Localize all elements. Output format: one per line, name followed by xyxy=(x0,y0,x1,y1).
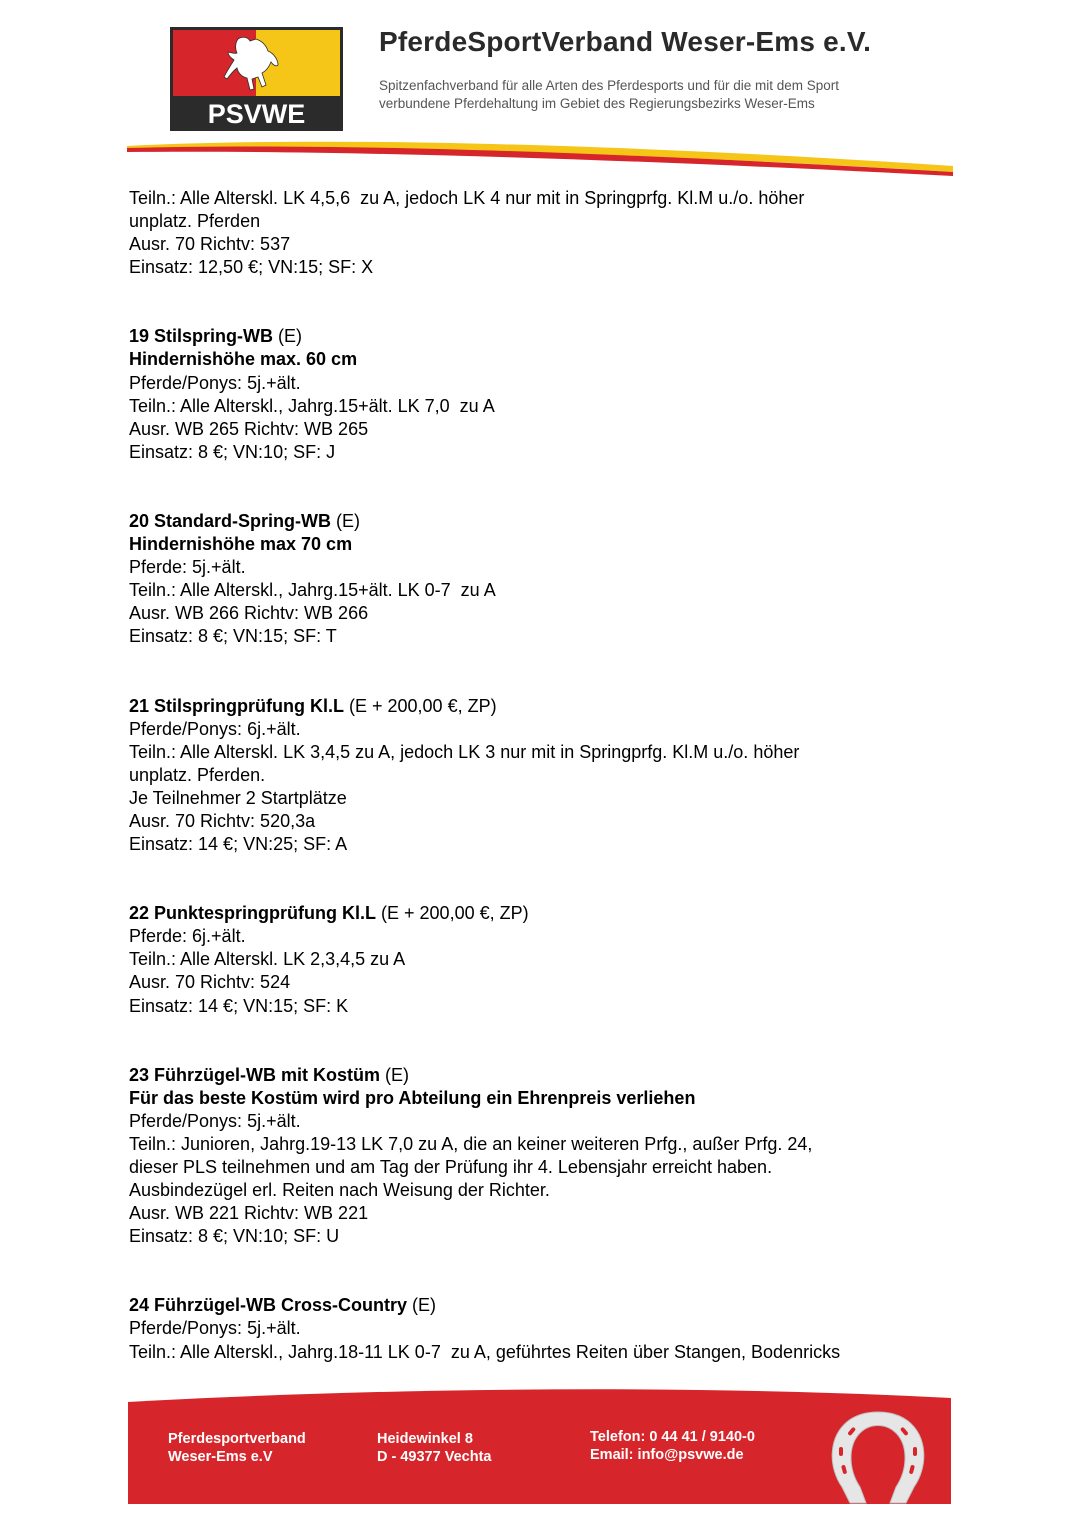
text-line: Ausbindezügel erl. Reiten nach Weisung der Richter. xyxy=(129,1180,550,1201)
text-line: Teiln.: Alle Alterskl. LK 2,3,4,5 zu A xyxy=(129,949,406,970)
text-line: Pferde/Ponys: 6j.+ält. xyxy=(129,718,301,739)
competition-title: 21 Stilspringprüfung Kl.L xyxy=(129,695,344,716)
text-line: Je Teilnehmer 2 Startplätze xyxy=(129,787,347,808)
text-line: unplatz. Pferden. xyxy=(129,764,266,785)
text-line: Pferde/Ponys: 5j.+ält. xyxy=(129,1110,301,1131)
org-title: PferdeSportVerband Weser-Ems e.V. xyxy=(379,26,872,57)
text-line: Ausr. WB 266 Richtv: WB 266 xyxy=(129,603,369,624)
competition-suffix: (E + 200,00 €, ZP) xyxy=(344,695,497,716)
competition-suffix: (E) xyxy=(380,1064,409,1085)
text-line: Teiln.: Alle Alterskl. LK 4,5,6 zu A, jedoch LK 4 nur mit in Springprfg. Kl.M u./o. höher xyxy=(129,188,805,208)
footer-address-line: Heidewinkel 8 xyxy=(377,1431,473,1447)
org-subtitle-line: Spitzenfachverband für alle Arten des Pferdesports und für die mit dem Sport xyxy=(379,78,840,93)
competition-title: 20 Standard-Spring-WB xyxy=(129,510,332,531)
competition-23 xyxy=(129,1064,949,1249)
footer-address xyxy=(377,1430,491,1466)
header-swoosh xyxy=(125,136,955,178)
text-line: Ausr. WB 221 Richtv: WB 221 xyxy=(129,1203,369,1224)
competition-subtitle: Hindernishöhe max 70 cm xyxy=(129,534,353,555)
competition-suffix: (E) xyxy=(331,510,361,531)
text-line: Teiln.: Junioren, Jahrg.19-13 LK 7,0 zu A, die an keiner weiteren Prfg., außer Prfg. 24, xyxy=(129,1133,813,1154)
text-line: unplatz. Pferden xyxy=(129,211,261,232)
text-line: Teiln.: Alle Alterskl. LK 3,4,5 zu A, jedoch LK 3 nur mit in Springprfg. Kl.M u./o. höher xyxy=(129,741,800,762)
org-subtitle-line: verbundene Pferdehaltung im Gebiet des Regierungsbezirks Weser-Ems xyxy=(379,96,815,111)
competition-suffix: (E + 200,00 €, ZP) xyxy=(376,903,529,924)
competition-21 xyxy=(129,695,949,857)
competition-subtitle: Für das beste Kostüm wird pro Abteilung ein Ehrenpreis verliehen xyxy=(129,1087,696,1108)
text-line: Einsatz: 8 €; VN:10; SF: J xyxy=(129,441,336,462)
logo-text: PSVWE xyxy=(207,99,306,129)
text-line: Pferde: 6j.+ält. xyxy=(129,926,246,947)
competition-heading xyxy=(129,1064,949,1087)
competition-suffix: (E) xyxy=(273,326,303,347)
competition-suffix: (E) xyxy=(407,1295,437,1316)
psvwe-logo xyxy=(170,27,343,131)
competition-title: 19 Stilspring-WB xyxy=(129,326,274,347)
competition-22 xyxy=(129,902,949,1017)
footer-address-line: D - 49377 Vechta xyxy=(377,1449,492,1465)
footer-email: Email: info@psvwe.de xyxy=(590,1447,744,1463)
text-line: Pferde/Ponys: 5j.+ält. xyxy=(129,372,301,393)
text-line: Ausr. 70 Richtv: 520,3a xyxy=(129,810,316,831)
text-line: Einsatz: 12,50 €; VN:15; SF: X xyxy=(129,257,374,278)
text-line: Einsatz: 14 €; VN:15; SF: K xyxy=(129,995,349,1016)
text-line: Teiln.: Alle Alterskl., Jahrg.15+ält. LK 7,0 zu A xyxy=(129,395,495,416)
org-subtitle xyxy=(379,77,939,113)
competition-heading xyxy=(129,510,949,533)
competition-heading xyxy=(129,695,949,718)
text-line: Ausr. WB 265 Richtv: WB 265 xyxy=(129,418,369,439)
text-line: Ausr. 70 Richtv: 524 xyxy=(129,972,291,993)
footer-org-line: Pferdesportverband xyxy=(168,1431,306,1447)
text-line: Ausr. 70 Richtv: 537 xyxy=(129,234,291,255)
text-line: Pferde: 5j.+ält. xyxy=(129,557,246,578)
document-body xyxy=(129,187,949,1364)
competition-heading xyxy=(129,1294,949,1317)
text-line: Teiln.: Alle Alterskl., Jahrg.18-11 LK 0-7 zu A, geführtes Reiten über Stangen, Bodenricks xyxy=(129,1341,841,1362)
intro-block xyxy=(129,187,949,279)
competition-title: 22 Punktespringprüfung Kl.L xyxy=(129,903,377,924)
footer-org-line: Weser-Ems e.V xyxy=(168,1449,273,1465)
competition-title: 23 Führzügel-WB mit Kostüm xyxy=(129,1064,380,1085)
competition-heading xyxy=(129,325,949,348)
competition-20 xyxy=(129,510,949,649)
competition-24 xyxy=(129,1294,949,1363)
footer-phone: Telefon: 0 44 41 / 9140-0 xyxy=(590,1429,755,1445)
footer-contact xyxy=(590,1428,755,1464)
text-line: Pferde/Ponys: 5j.+ält. xyxy=(129,1318,301,1339)
horseshoe-icon xyxy=(822,1407,934,1507)
text-line: dieser PLS teilnehmen und am Tag der Prüfung ihr 4. Lebensjahr erreicht haben. xyxy=(129,1157,773,1177)
text-line: Einsatz: 8 €; VN:10; SF: U xyxy=(129,1226,340,1247)
text-line: Teiln.: Alle Alterskl., Jahrg.15+ält. LK 0-7 zu A xyxy=(129,580,496,601)
competition-title: 24 Führzügel-WB Cross-Country xyxy=(129,1295,408,1316)
competition-heading xyxy=(129,902,949,925)
footer-org xyxy=(168,1430,306,1466)
competition-19 xyxy=(129,325,949,464)
competition-subtitle: Hindernishöhe max. 60 cm xyxy=(129,349,358,370)
text-line: Einsatz: 14 €; VN:25; SF: A xyxy=(129,834,348,855)
text-line: Einsatz: 8 €; VN:15; SF: T xyxy=(129,626,337,647)
